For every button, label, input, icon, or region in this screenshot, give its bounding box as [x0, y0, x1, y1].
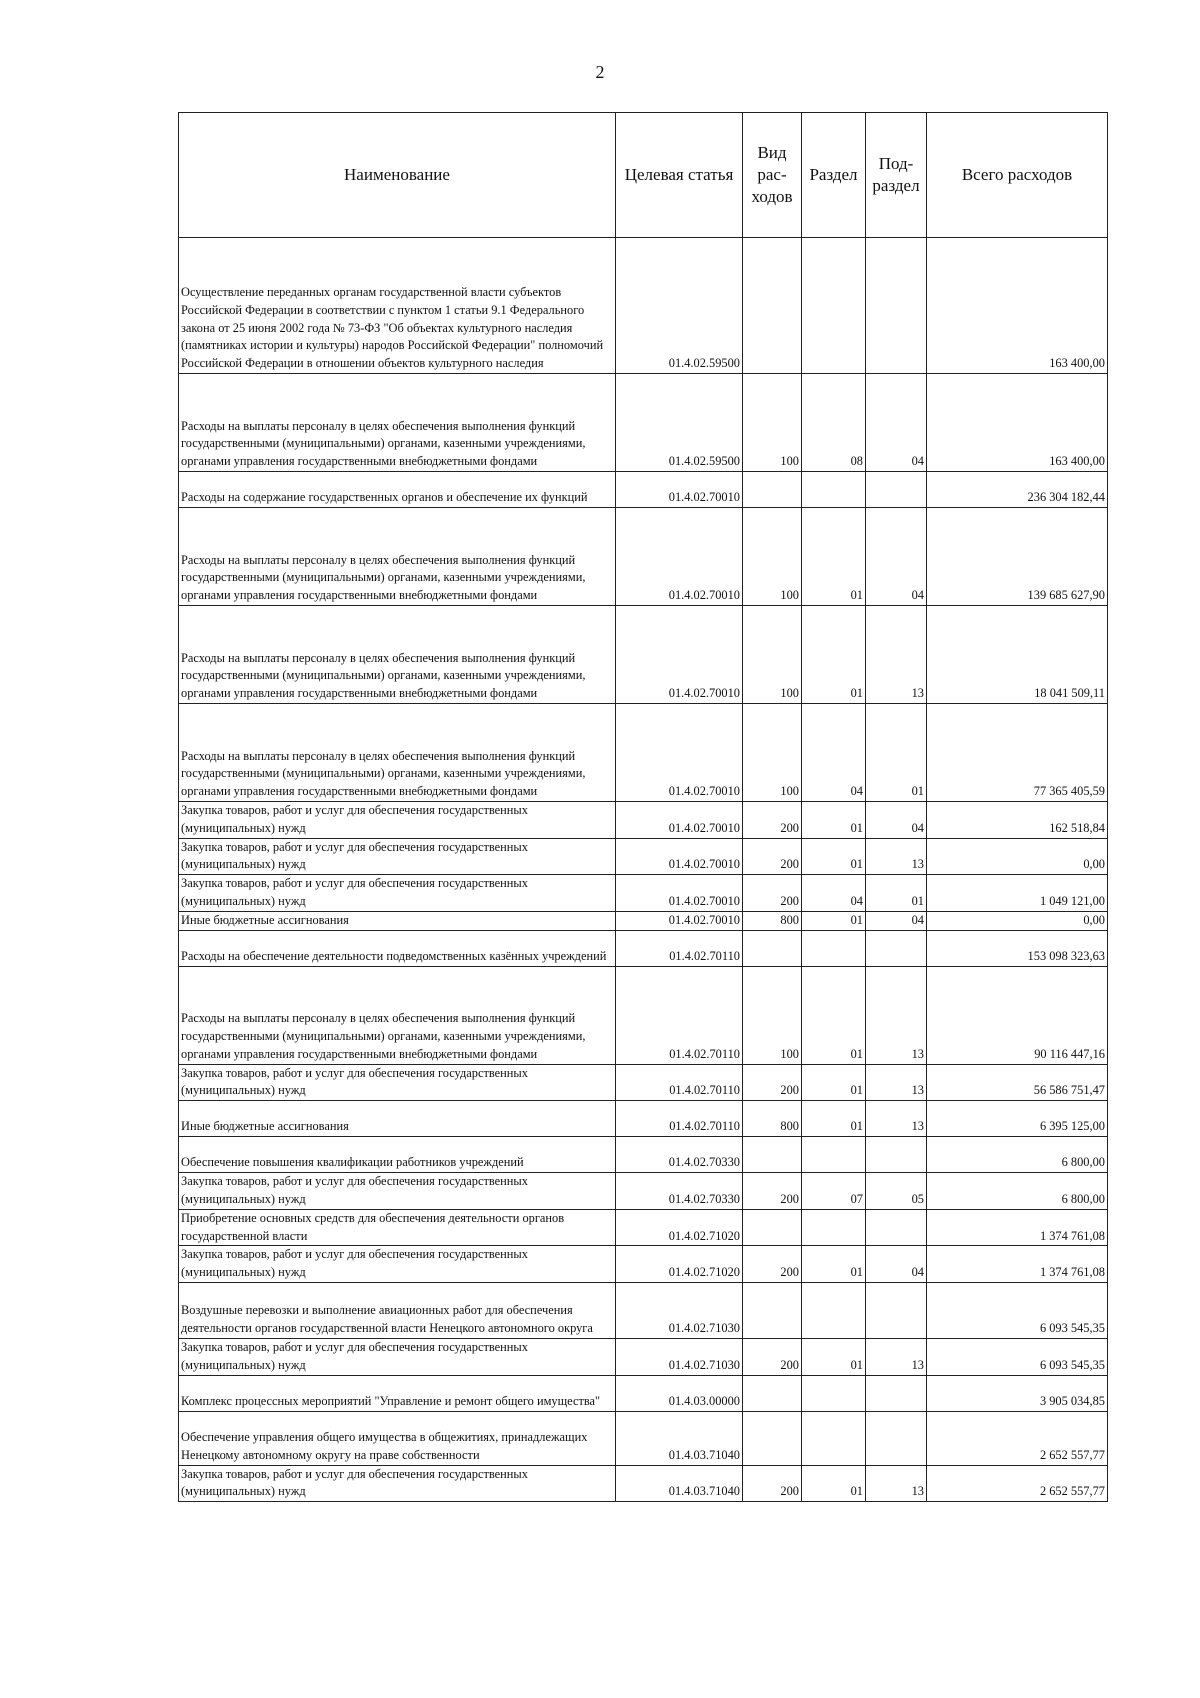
- cell-total: 1 374 761,08: [927, 1209, 1108, 1246]
- cell-section: 01: [802, 1246, 866, 1283]
- table-row: [179, 911, 1108, 930]
- col-header-name: Наименование: [179, 113, 616, 238]
- cell-section: 01: [802, 911, 866, 930]
- cell-target: 01.4.02.70110: [616, 966, 743, 1064]
- cell-total: 162 518,84: [927, 802, 1108, 839]
- cell-name: Закупка товаров, работ и услуг для обеспечения государственных (муниципальных) нужд: [179, 838, 616, 875]
- table-header: [179, 113, 1108, 238]
- cell-subsection: 04: [866, 911, 927, 930]
- cell-subsection: [866, 238, 927, 374]
- table-row: [179, 966, 1108, 1064]
- cell-name: Обеспечение повышения квалификации работников учреждений: [179, 1137, 616, 1173]
- cell-type: 200: [743, 1173, 802, 1210]
- table-row: [179, 1375, 1108, 1411]
- cell-target: 01.4.02.71020: [616, 1209, 743, 1246]
- table-row: [179, 704, 1108, 802]
- cell-type: 200: [743, 838, 802, 875]
- cell-target: 01.4.02.70010: [616, 472, 743, 508]
- cell-section: [802, 472, 866, 508]
- cell-target: 01.4.02.70010: [616, 802, 743, 839]
- cell-name: Закупка товаров, работ и услуг для обеспечения государственных (муниципальных) нужд: [179, 1173, 616, 1210]
- cell-subsection: [866, 1411, 927, 1465]
- cell-section: 01: [802, 1465, 866, 1502]
- cell-type: 100: [743, 374, 802, 472]
- cell-total: 6 800,00: [927, 1137, 1108, 1173]
- cell-type: [743, 1282, 802, 1338]
- col-header-target: Целевая статья: [616, 113, 743, 238]
- cell-subsection: [866, 1137, 927, 1173]
- cell-section: [802, 1282, 866, 1338]
- cell-target: 01.4.02.59500: [616, 374, 743, 472]
- cell-target: 01.4.02.59500: [616, 238, 743, 374]
- cell-name: Закупка товаров, работ и услуг для обеспечения государственных (муниципальных) нужд: [179, 1338, 616, 1375]
- table-row: [179, 1101, 1108, 1137]
- cell-section: [802, 238, 866, 374]
- col-header-type-line2: рас-: [757, 165, 787, 184]
- cell-section: 04: [802, 875, 866, 912]
- cell-target: 01.4.02.70110: [616, 930, 743, 966]
- cell-section: 04: [802, 704, 866, 802]
- cell-section: 01: [802, 508, 866, 606]
- cell-total: 3 905 034,85: [927, 1375, 1108, 1411]
- table-row: [179, 1338, 1108, 1375]
- cell-name: Закупка товаров, работ и услуг для обеспечения государственных (муниципальных) нужд: [179, 802, 616, 839]
- cell-name: Закупка товаров, работ и услуг для обеспечения государственных (муниципальных) нужд: [179, 1246, 616, 1283]
- cell-subsection: 13: [866, 966, 927, 1064]
- cell-type: [743, 238, 802, 374]
- cell-type: 800: [743, 1101, 802, 1137]
- col-header-subsection-line2: раздел: [872, 176, 920, 195]
- cell-name: Расходы на выплаты персоналу в целях обеспечения выполнения функций государственными (муниципальными) органами, казенными учреждениями, органами управления государственными внебюджетными фондами: [179, 374, 616, 472]
- cell-target: 01.4.02.70010: [616, 704, 743, 802]
- table-row: [179, 1465, 1108, 1502]
- cell-type: 200: [743, 1338, 802, 1375]
- table-body: [179, 238, 1108, 1502]
- cell-subsection: 13: [866, 1465, 927, 1502]
- col-header-subsection: [866, 113, 927, 238]
- cell-type: 200: [743, 1064, 802, 1101]
- cell-subsection: [866, 1375, 927, 1411]
- table-row: [179, 238, 1108, 374]
- cell-subsection: 04: [866, 802, 927, 839]
- cell-type: 200: [743, 1465, 802, 1502]
- page-number: 2: [595, 62, 605, 82]
- col-header-type: [743, 113, 802, 238]
- table-row: [179, 1246, 1108, 1283]
- cell-type: 100: [743, 606, 802, 704]
- cell-type: 200: [743, 875, 802, 912]
- cell-subsection: 04: [866, 508, 927, 606]
- cell-total: 163 400,00: [927, 238, 1108, 374]
- cell-target: 01.4.02.70330: [616, 1173, 743, 1210]
- cell-section: 07: [802, 1173, 866, 1210]
- cell-name: Расходы на выплаты персоналу в целях обеспечения выполнения функций государственными (муниципальными) органами, казенными учреждениями, органами управления государственными внебюджетными фондами: [179, 508, 616, 606]
- cell-total: 0,00: [927, 911, 1108, 930]
- cell-subsection: 13: [866, 1101, 927, 1137]
- cell-target: 01.4.03.00000: [616, 1375, 743, 1411]
- cell-total: 77 365 405,59: [927, 704, 1108, 802]
- cell-name: Расходы на выплаты персоналу в целях обеспечения выполнения функций государственными (муниципальными) органами, казенными учреждениями, органами управления государственными внебюджетными фондами: [179, 704, 616, 802]
- cell-name: Закупка товаров, работ и услуг для обеспечения государственных (муниципальных) нужд: [179, 875, 616, 912]
- cell-type: 200: [743, 802, 802, 839]
- cell-name: Воздушные перевозки и выполнение авиационных работ для обеспечения деятельности органов государственной власти Ненецкого автономного округа: [179, 1282, 616, 1338]
- cell-subsection: 01: [866, 875, 927, 912]
- cell-name: Приобретение основных средств для обеспечения деятельности органов государственной власти: [179, 1209, 616, 1246]
- table-row: [179, 472, 1108, 508]
- cell-section: [802, 1137, 866, 1173]
- cell-total: 6 800,00: [927, 1173, 1108, 1210]
- cell-section: 08: [802, 374, 866, 472]
- cell-name: Иные бюджетные ассигнования: [179, 911, 616, 930]
- cell-type: [743, 1375, 802, 1411]
- cell-subsection: [866, 1209, 927, 1246]
- table-row: [179, 1209, 1108, 1246]
- cell-target: 01.4.02.70010: [616, 508, 743, 606]
- col-header-type-line1: Вид: [757, 143, 787, 162]
- table-row: [179, 838, 1108, 875]
- cell-target: 01.4.02.71030: [616, 1282, 743, 1338]
- cell-type: 200: [743, 1246, 802, 1283]
- cell-type: 800: [743, 911, 802, 930]
- cell-subsection: [866, 1282, 927, 1338]
- cell-subsection: [866, 930, 927, 966]
- cell-total: 6 093 545,35: [927, 1282, 1108, 1338]
- cell-section: 01: [802, 1101, 866, 1137]
- col-header-total: Всего расходов: [927, 113, 1108, 238]
- table-row: [179, 930, 1108, 966]
- cell-section: 01: [802, 838, 866, 875]
- cell-total: 2 652 557,77: [927, 1465, 1108, 1502]
- cell-type: 100: [743, 704, 802, 802]
- cell-target: 01.4.03.71040: [616, 1411, 743, 1465]
- cell-target: 01.4.02.70010: [616, 606, 743, 704]
- cell-section: [802, 1375, 866, 1411]
- cell-subsection: 04: [866, 1246, 927, 1283]
- cell-type: [743, 1209, 802, 1246]
- col-header-type-line3: ходов: [751, 187, 793, 206]
- cell-target: 01.4.02.70010: [616, 911, 743, 930]
- cell-type: [743, 1411, 802, 1465]
- cell-section: [802, 1411, 866, 1465]
- col-header-subsection-line1: Под-: [878, 154, 914, 173]
- cell-type: [743, 1137, 802, 1173]
- cell-total: 236 304 182,44: [927, 472, 1108, 508]
- cell-name: Закупка товаров, работ и услуг для обеспечения государственных (муниципальных) нужд: [179, 1465, 616, 1502]
- table-row: [179, 1064, 1108, 1101]
- cell-name: Осуществление переданных органам государственной власти субъектов Российской Федерации в соответствии с пунктом 1 статьи 9.1 Федерального закона от 25 июня 2002 года № 73-ФЗ "Об объектах культурного наследия (памятниках истории и культуры) народов Российской Федерации" полномочий Российской Федерации в отношении объектов культурного наследия: [179, 238, 616, 374]
- cell-type: 100: [743, 508, 802, 606]
- cell-total: 6 395 125,00: [927, 1101, 1108, 1137]
- cell-total: 0,00: [927, 838, 1108, 875]
- cell-name: Расходы на содержание государственных органов и обеспечение их функций: [179, 472, 616, 508]
- cell-target: 01.4.02.70110: [616, 1101, 743, 1137]
- cell-section: 01: [802, 966, 866, 1064]
- cell-section: 01: [802, 1064, 866, 1101]
- table-row: [179, 1411, 1108, 1465]
- cell-section: 01: [802, 802, 866, 839]
- cell-name: Иные бюджетные ассигнования: [179, 1101, 616, 1137]
- cell-total: 153 098 323,63: [927, 930, 1108, 966]
- cell-target: 01.4.02.71020: [616, 1246, 743, 1283]
- cell-section: [802, 1209, 866, 1246]
- table-row: [179, 1173, 1108, 1210]
- cell-total: 2 652 557,77: [927, 1411, 1108, 1465]
- cell-target: 01.4.02.70010: [616, 875, 743, 912]
- cell-target: 01.4.03.71040: [616, 1465, 743, 1502]
- cell-total: 18 041 509,11: [927, 606, 1108, 704]
- cell-subsection: [866, 472, 927, 508]
- table-row: [179, 875, 1108, 912]
- cell-type: [743, 930, 802, 966]
- cell-name: Расходы на обеспечение деятельности подведомственных казённых учреждений: [179, 930, 616, 966]
- cell-subsection: 04: [866, 374, 927, 472]
- cell-target: 01.4.02.71030: [616, 1338, 743, 1375]
- cell-total: 163 400,00: [927, 374, 1108, 472]
- cell-type: [743, 472, 802, 508]
- cell-subsection: 05: [866, 1173, 927, 1210]
- cell-type: 100: [743, 966, 802, 1064]
- cell-total: 6 093 545,35: [927, 1338, 1108, 1375]
- table-row: [179, 374, 1108, 472]
- cell-section: [802, 930, 866, 966]
- table-row: [179, 606, 1108, 704]
- cell-target: 01.4.02.70010: [616, 838, 743, 875]
- cell-name: Обеспечение управления общего имущества в общежитиях, принадлежащих Ненецкому автономному округу на праве собственности: [179, 1411, 616, 1465]
- cell-target: 01.4.02.70110: [616, 1064, 743, 1101]
- cell-name: Расходы на выплаты персоналу в целях обеспечения выполнения функций государственными (муниципальными) органами, казенными учреждениями, органами управления государственными внебюджетными фондами: [179, 606, 616, 704]
- cell-subsection: 13: [866, 1338, 927, 1375]
- cell-subsection: 13: [866, 838, 927, 875]
- cell-section: 01: [802, 606, 866, 704]
- table-row: [179, 1282, 1108, 1338]
- cell-total: 139 685 627,90: [927, 508, 1108, 606]
- table-row: [179, 508, 1108, 606]
- cell-total: 1 049 121,00: [927, 875, 1108, 912]
- cell-section: 01: [802, 1338, 866, 1375]
- cell-subsection: 13: [866, 606, 927, 704]
- cell-subsection: 13: [866, 1064, 927, 1101]
- cell-name: Закупка товаров, работ и услуг для обеспечения государственных (муниципальных) нужд: [179, 1064, 616, 1101]
- cell-total: 90 116 447,16: [927, 966, 1108, 1064]
- col-header-section: Раздел: [802, 113, 866, 238]
- cell-total: 1 374 761,08: [927, 1246, 1108, 1283]
- cell-subsection: 01: [866, 704, 927, 802]
- cell-total: 56 586 751,47: [927, 1064, 1108, 1101]
- cell-target: 01.4.02.70330: [616, 1137, 743, 1173]
- cell-name: Расходы на выплаты персоналу в целях обеспечения выполнения функций государственными (муниципальными) органами, казенными учреждениями, органами управления государственными внебюджетными фондами: [179, 966, 616, 1064]
- cell-name: Комплекс процессных мероприятий "Управление и ремонт общего имущества": [179, 1375, 616, 1411]
- table-row: [179, 1137, 1108, 1173]
- table-row: [179, 802, 1108, 839]
- budget-table: [178, 112, 1108, 1502]
